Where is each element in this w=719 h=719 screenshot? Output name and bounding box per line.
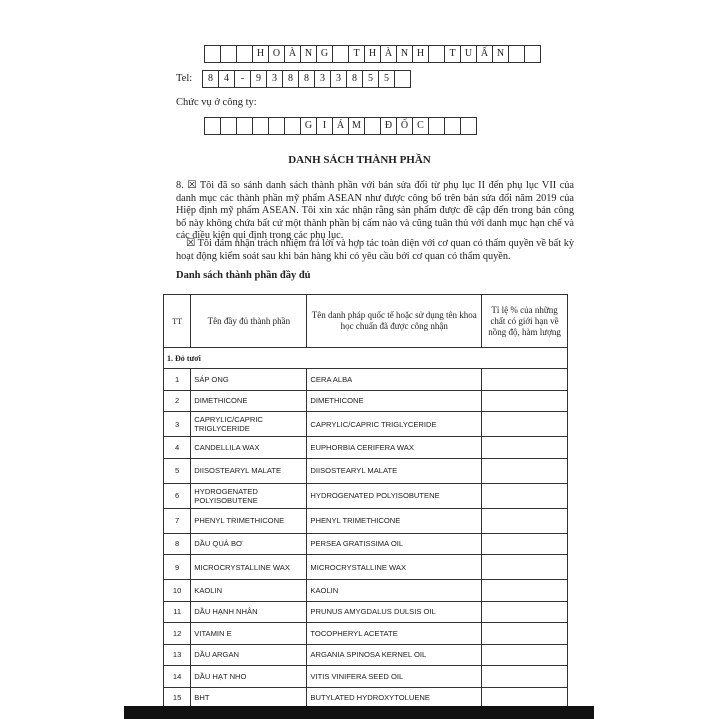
percentage xyxy=(482,508,568,533)
row-number: 9 xyxy=(164,555,191,580)
row-number: 5 xyxy=(164,458,191,483)
table-row xyxy=(164,483,568,508)
inci-name: DIISOSTEARYL MALATE xyxy=(307,458,482,483)
table-row xyxy=(164,580,568,602)
inci-name: PHENYL TRIMETHICONE xyxy=(307,508,482,533)
row-number: 12 xyxy=(164,623,191,645)
name-char-box xyxy=(429,45,445,63)
position-char-box xyxy=(237,117,253,135)
percentage xyxy=(482,369,568,391)
page-title: DANH SÁCH THÀNH PHẦN xyxy=(288,154,431,166)
inci-name: CAPRYLIC/CAPRIC TRIGLYCERIDE xyxy=(307,412,482,437)
inci-name: EUPHORBIA CERIFERA WAX xyxy=(307,437,482,459)
tel-char-box: 8 xyxy=(299,70,315,88)
position-char-box: M xyxy=(349,117,365,135)
position-label: Chức vụ ở công ty: xyxy=(176,97,257,108)
position-char-box xyxy=(445,117,461,135)
inci-name: KAOLIN xyxy=(307,580,482,602)
tel-char-box: - xyxy=(235,70,251,88)
section-label: 1. Đỏ tươi xyxy=(164,348,568,369)
tel-label: Tel: xyxy=(176,73,193,84)
tel-char-box: 3 xyxy=(331,70,347,88)
position-char-box: Đ xyxy=(381,117,397,135)
inci-name: HYDROGENATED POLYISOBUTENE xyxy=(307,483,482,508)
name-char-box xyxy=(509,45,525,63)
row-number: 8 xyxy=(164,533,191,555)
inci-name: DIMETHICONE xyxy=(307,390,482,412)
row-number: 2 xyxy=(164,390,191,412)
percentage xyxy=(482,666,568,688)
table-row xyxy=(164,508,568,533)
tel-char-box: 5 xyxy=(379,70,395,88)
row-number: 11 xyxy=(164,601,191,623)
row-number: 6 xyxy=(164,483,191,508)
header-percentage: Tỉ lệ % của những chất có giới hạn về nồng độ, hàm lượng xyxy=(482,295,568,348)
name-char-box: H xyxy=(253,45,269,63)
row-number: 3 xyxy=(164,412,191,437)
percentage xyxy=(482,483,568,508)
inci-name: MICROCRYSTALLINE WAX xyxy=(307,555,482,580)
position-char-box xyxy=(269,117,285,135)
row-number: 4 xyxy=(164,437,191,459)
name-char-box: H xyxy=(365,45,381,63)
name-char-box: T xyxy=(445,45,461,63)
position-char-box: Ố xyxy=(397,117,413,135)
ingredient-table xyxy=(163,294,568,709)
ingredient-name: DIMETHICONE xyxy=(191,390,307,412)
name-char-box: N xyxy=(493,45,509,63)
header-inci-name: Tên danh pháp quốc tế hoặc sử dụng tên khoa học chuẩn đã được công nhận xyxy=(307,295,482,348)
ingredient-name: DẦU HẠT NHO xyxy=(191,666,307,688)
table-row xyxy=(164,533,568,555)
percentage xyxy=(482,412,568,437)
name-char-box: O xyxy=(269,45,285,63)
tel-char-box: 4 xyxy=(219,70,235,88)
header-tt: TT xyxy=(164,295,191,348)
table-row xyxy=(164,666,568,688)
table-row xyxy=(164,412,568,437)
name-char-box: À xyxy=(381,45,397,63)
inci-name: PERSEA GRATISSIMA OIL xyxy=(307,533,482,555)
position-char-box: C xyxy=(413,117,429,135)
tel-char-box: 8 xyxy=(347,70,363,88)
ingredient-name: KAOLIN xyxy=(191,580,307,602)
name-char-box: N xyxy=(301,45,317,63)
row-number: 10 xyxy=(164,580,191,602)
name-char-box xyxy=(333,45,349,63)
inci-name: ARGANIA SPINOSA KERNEL OIL xyxy=(307,644,482,666)
position-char-boxes xyxy=(204,117,477,135)
ingredient-name: CANDELLILA WAX xyxy=(191,437,307,459)
row-number: 15 xyxy=(164,687,191,709)
ingredient-name: CAPRYLIC/CAPRIC TRIGLYCERIDE xyxy=(191,412,307,437)
name-char-box: G xyxy=(317,45,333,63)
ingredient-name: DIISOSTEARYL MALATE xyxy=(191,458,307,483)
position-char-box xyxy=(285,117,301,135)
tel-char-box: 5 xyxy=(363,70,379,88)
position-char-box: Á xyxy=(333,117,349,135)
ingredient-name: DẦU HẠNH NHÂN xyxy=(191,601,307,623)
inci-name: TOCOPHERYL ACETATE xyxy=(307,623,482,645)
percentage xyxy=(482,644,568,666)
ingredient-name: MICROCRYSTALLINE WAX xyxy=(191,555,307,580)
name-char-box: N xyxy=(397,45,413,63)
ingredient-name: PHENYL TRIMETHICONE xyxy=(191,508,307,533)
ingredient-name: DẦU QUẢ BƠ xyxy=(191,533,307,555)
position-char-box xyxy=(221,117,237,135)
ingredient-name: SÁP ONG xyxy=(191,369,307,391)
name-char-box xyxy=(204,45,221,63)
inci-name: BUTYLATED HYDROXYTOLUENE xyxy=(307,687,482,709)
percentage xyxy=(482,623,568,645)
position-char-box: I xyxy=(317,117,333,135)
position-char-box xyxy=(253,117,269,135)
percentage xyxy=(482,390,568,412)
table-row xyxy=(164,644,568,666)
row-number: 13 xyxy=(164,644,191,666)
tel-char-box: 8 xyxy=(202,70,219,88)
row-number: 14 xyxy=(164,666,191,688)
table-row xyxy=(164,623,568,645)
ingredient-name: DẦU ARGAN xyxy=(191,644,307,666)
position-char-box xyxy=(365,117,381,135)
percentage xyxy=(482,601,568,623)
section-row xyxy=(164,348,568,369)
tel-char-boxes xyxy=(202,70,411,88)
table-row xyxy=(164,437,568,459)
table-row xyxy=(164,390,568,412)
table-row xyxy=(164,601,568,623)
table-header-row xyxy=(164,295,568,348)
percentage xyxy=(482,437,568,459)
name-char-box: H xyxy=(413,45,429,63)
table-row xyxy=(164,369,568,391)
row-number: 7 xyxy=(164,508,191,533)
percentage xyxy=(482,555,568,580)
name-char-box xyxy=(221,45,237,63)
table-row xyxy=(164,458,568,483)
position-char-box xyxy=(204,117,221,135)
name-char-box: Ấ xyxy=(477,45,493,63)
ingredient-name: BHT xyxy=(191,687,307,709)
name-char-box xyxy=(525,45,541,63)
row-number: 1 xyxy=(164,369,191,391)
name-char-boxes xyxy=(204,45,541,63)
ingredient-name: HYDROGENATED POLYISOBUTENE xyxy=(191,483,307,508)
inci-name: PRUNUS AMYGDALUS DULSIS OIL xyxy=(307,601,482,623)
tel-char-box xyxy=(395,70,411,88)
percentage xyxy=(482,580,568,602)
name-char-box xyxy=(237,45,253,63)
ingredient-name: VITAMIN E xyxy=(191,623,307,645)
tel-char-box: 3 xyxy=(267,70,283,88)
percentage xyxy=(482,458,568,483)
percentage xyxy=(482,533,568,555)
bottom-dark-bar xyxy=(124,706,594,719)
name-char-box: T xyxy=(349,45,365,63)
table-row xyxy=(164,555,568,580)
position-char-box xyxy=(429,117,445,135)
position-char-box: G xyxy=(301,117,317,135)
tel-char-box: 8 xyxy=(283,70,299,88)
name-char-box: À xyxy=(285,45,301,63)
tel-char-box: 3 xyxy=(315,70,331,88)
position-char-box xyxy=(461,117,477,135)
name-char-box: U xyxy=(461,45,477,63)
inci-name: CERA ALBA xyxy=(307,369,482,391)
inci-name: VITIS VINIFERA SEED OIL xyxy=(307,666,482,688)
tel-char-box: 9 xyxy=(251,70,267,88)
header-full-name: Tên đầy đủ thành phần xyxy=(191,295,307,348)
declaration-paragraph-2: ☒ Tôi đảm nhận trách nhiệm trả lời và hợp tác toàn diện với cơ quan có thẩm quyền về bất kỳ hoạt động kiểm soát sau khi bán hàng khi có yêu cầu bởi cơ quan có thẩm quyền. xyxy=(176,238,574,262)
declaration-paragraph-1: 8. ☒ Tôi đã so sánh danh sách thành phần với bản sửa đổi từ phụ lục II đến phụ lục VII của danh mục các thành phần mỹ phẩm ASEAN như được công bố trên bản sửa đổi năm 2019 của Hiệp định mỹ phẩm ASEAN. Tôi xin xác nhận rằng sản phẩm được đề cập đến trong bản công bố này không chứa bất cứ một thành phần bị cấm nào và cũng tuân thủ với danh mục hạn chế và các điều kiện qui định trong các phụ lục. xyxy=(176,180,574,242)
ingredient-list-heading: Danh sách thành phần đầy đủ xyxy=(176,270,311,281)
